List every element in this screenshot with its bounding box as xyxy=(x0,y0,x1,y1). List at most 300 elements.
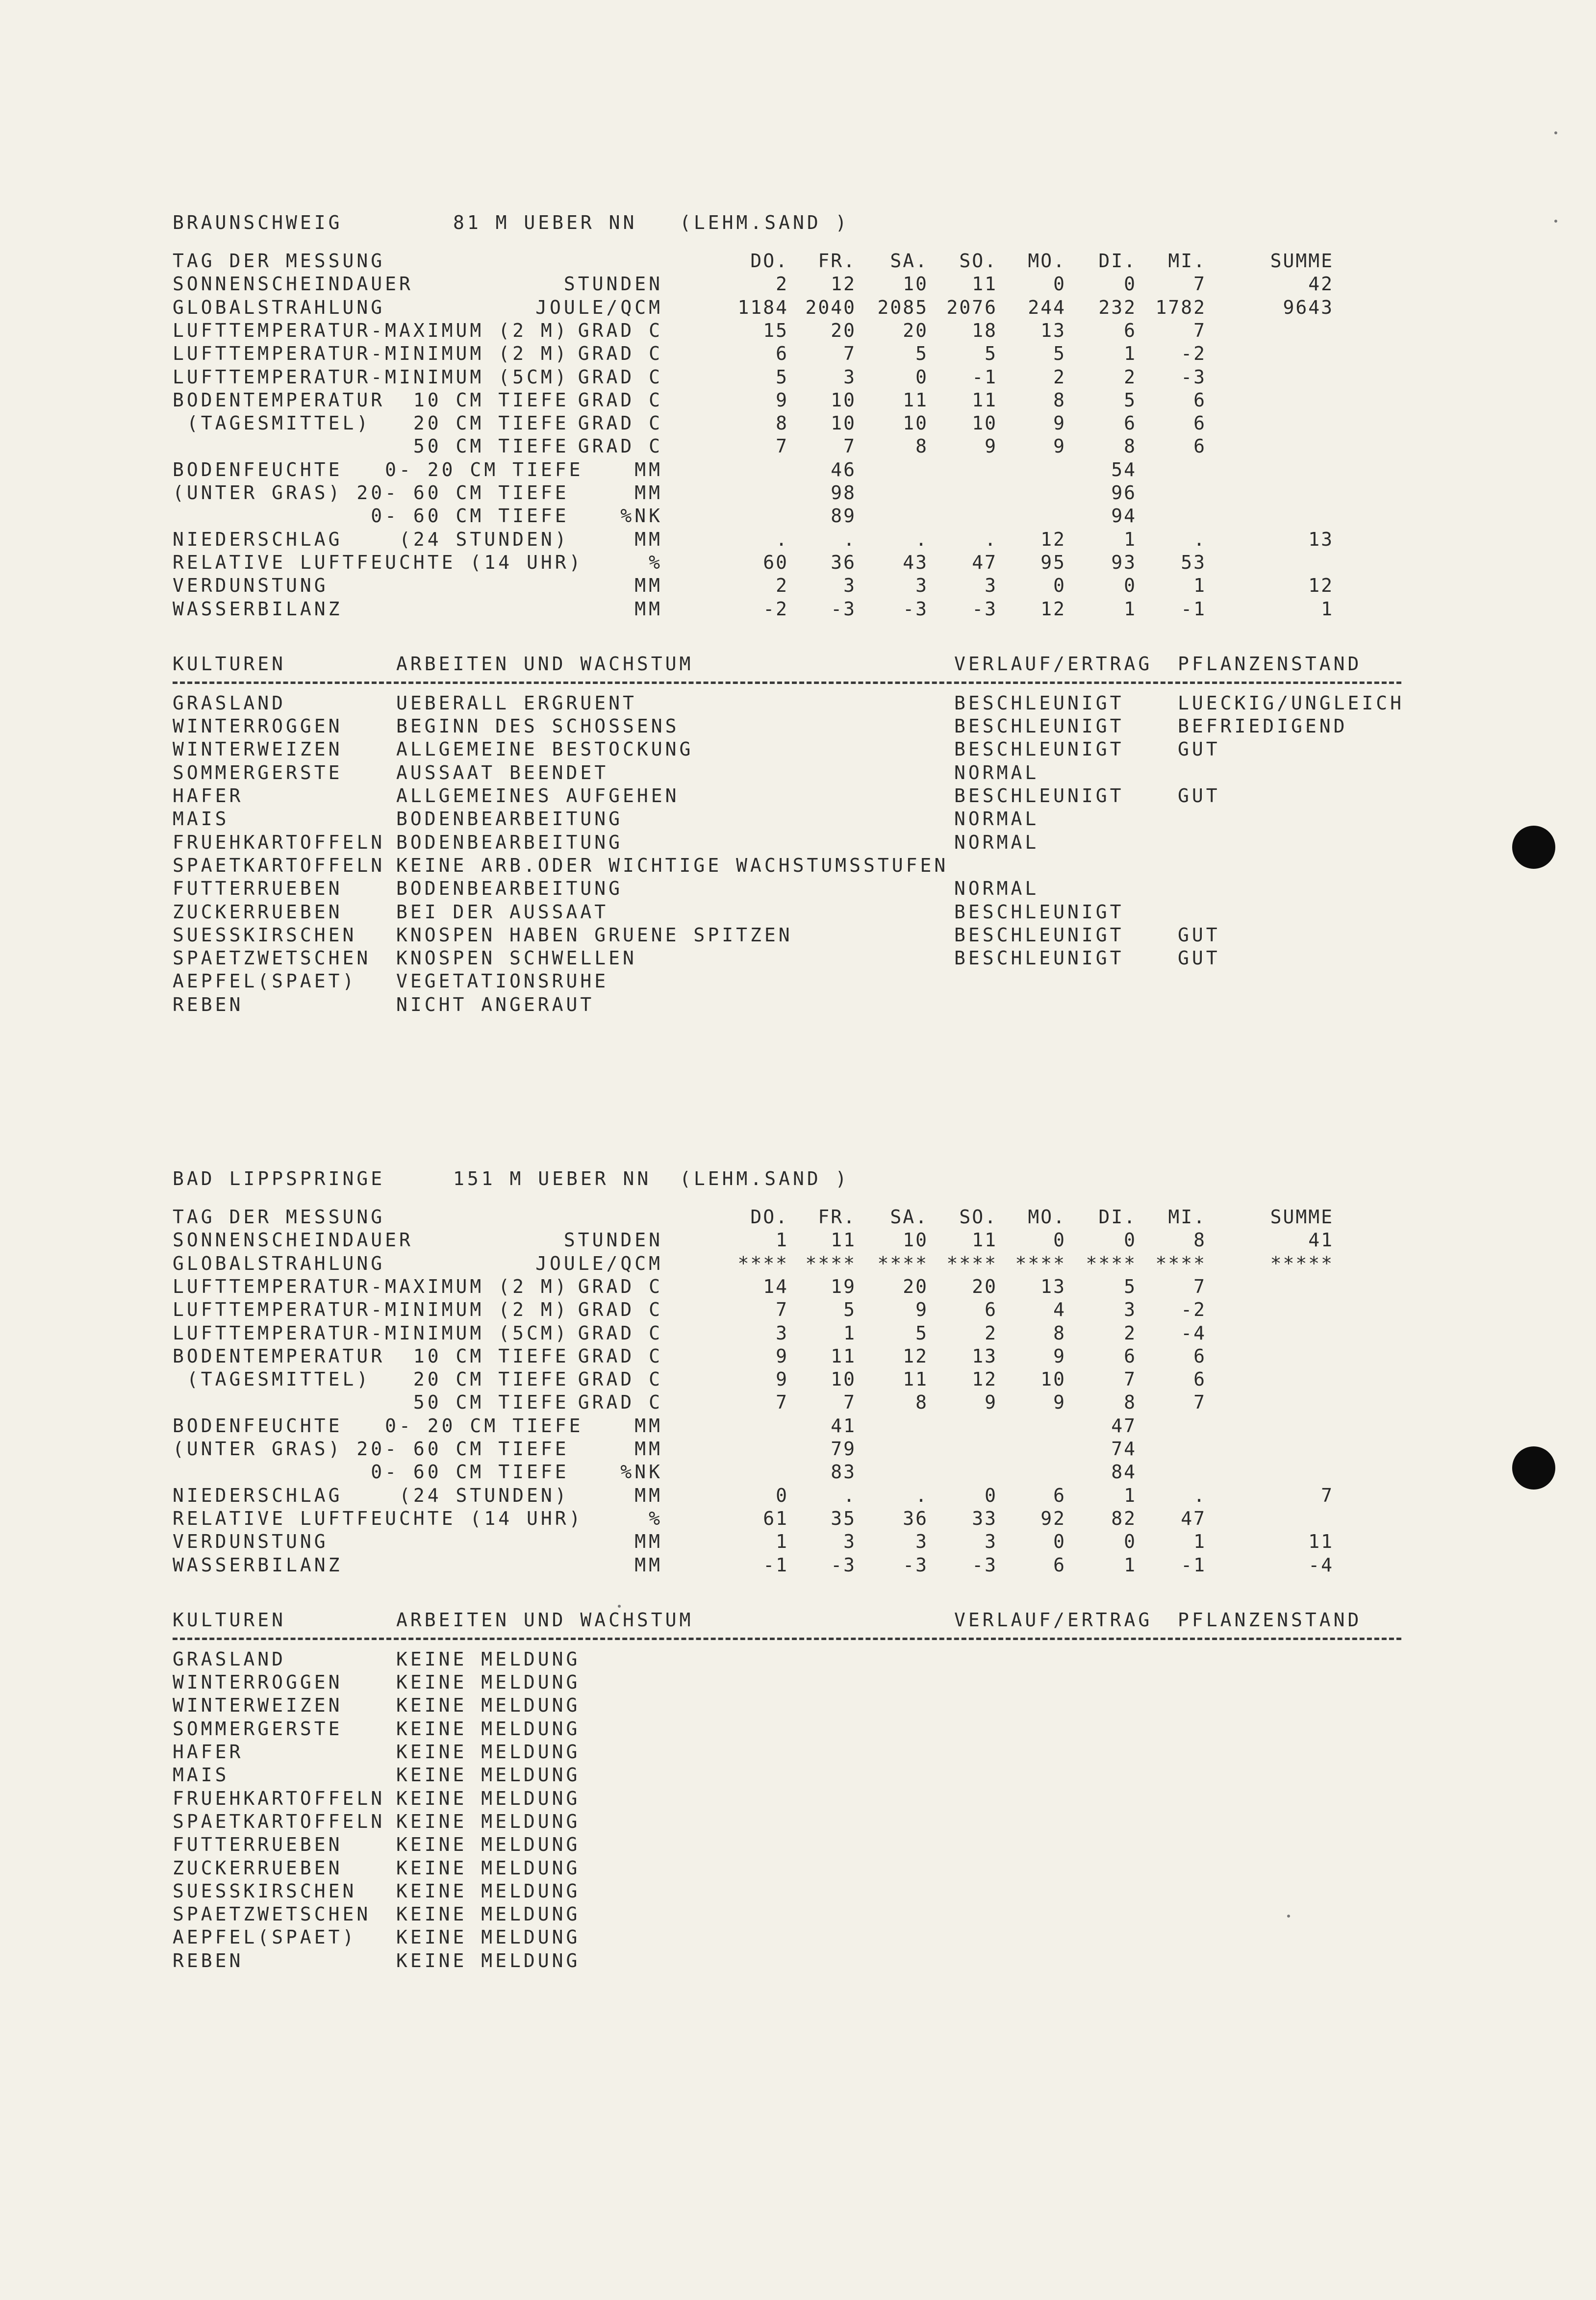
crop-work: KEINE MELDUNG xyxy=(396,1926,581,1948)
measurement-value: 2 xyxy=(1124,366,1137,388)
measurement-value: 11 xyxy=(903,1368,928,1390)
measurement-value: 83 xyxy=(831,1461,856,1483)
crop-work: KEINE MELDUNG xyxy=(396,1764,581,1786)
measurement-value: 6 xyxy=(1193,1368,1206,1390)
day-header: MI. xyxy=(1168,1206,1206,1228)
measurement-value: 10 xyxy=(831,412,856,434)
dashed-separator xyxy=(173,1638,1401,1640)
measurement-value: 8 xyxy=(1193,1229,1206,1251)
measurement-value: 9 xyxy=(1053,412,1066,434)
measurement-value: 0 xyxy=(1053,273,1066,295)
measurement-unit: MM xyxy=(634,482,663,504)
crop-work: KNOSPEN HABEN GRUENE SPITZEN xyxy=(396,924,793,946)
crop-pflanzenstand: GUT xyxy=(1178,947,1220,969)
crop-name: FUTTERRUEBEN xyxy=(173,878,343,900)
crop-work: KEINE MELDUNG xyxy=(396,1694,581,1717)
measurement-value: 10 xyxy=(903,1229,928,1251)
measurement-value: 0 xyxy=(1124,1229,1137,1251)
measurement-value: 3 xyxy=(776,1322,788,1344)
crop-verlauf: BESCHLEUNIGT xyxy=(954,692,1124,714)
measurement-value: 53 xyxy=(1181,551,1206,573)
measurement-value: 7 xyxy=(1193,319,1206,341)
measurement-value: 10 xyxy=(831,1368,856,1390)
crop-pflanzenstand: GUT xyxy=(1178,924,1220,946)
measurement-label: WASSERBILANZ xyxy=(173,598,343,620)
measurement-value: 6 xyxy=(985,1299,997,1321)
measurement-label: LUFTTEMPERATUR-MINIMUM (5CM) xyxy=(173,366,569,388)
measurement-value: 3 xyxy=(915,575,928,597)
crop-header-kulturen: KULTUREN xyxy=(173,653,286,675)
crop-name: WINTERROGGEN xyxy=(173,1671,343,1693)
measurement-label: SONNENSCHEINDAUER xyxy=(173,1229,413,1251)
measurement-value: -3 xyxy=(831,1554,856,1576)
measurement-value: 2 xyxy=(776,575,788,597)
measurement-value: 6 xyxy=(1193,435,1206,457)
measurement-value: 0 xyxy=(1053,1531,1066,1553)
day-header: MI. xyxy=(1168,250,1206,272)
measurement-value: 0 xyxy=(776,1484,788,1506)
measurement-value: -1 xyxy=(763,1554,788,1576)
measurement-value: 12 xyxy=(1040,598,1066,620)
measurement-value: 11 xyxy=(903,389,928,411)
measurement-value: 5 xyxy=(1053,343,1066,365)
paper-speck xyxy=(1287,1915,1290,1918)
measurement-value: 1 xyxy=(1193,1531,1206,1553)
measurement-value: 3 xyxy=(843,1531,856,1553)
paper-speck xyxy=(1554,131,1557,134)
measurement-value: 20 xyxy=(903,1275,928,1297)
measurement-value: 7 xyxy=(1124,1368,1137,1390)
measurement-value: 8 xyxy=(915,1391,928,1414)
measurement-unit: GRAD C xyxy=(578,1345,663,1367)
measurement-unit: GRAD C xyxy=(578,1391,663,1414)
measurement-value: -3 xyxy=(831,598,856,620)
measurement-value: -3 xyxy=(972,1554,997,1576)
crop-verlauf: NORMAL xyxy=(954,878,1039,900)
crop-verlauf: BESCHLEUNIGT xyxy=(954,947,1124,969)
measurement-label: 0- 60 CM TIEFE xyxy=(173,505,569,527)
crop-name: GRASLAND xyxy=(173,1648,286,1670)
crop-verlauf: NORMAL xyxy=(954,808,1039,830)
measurement-value: . xyxy=(843,528,856,550)
crop-name: HAFER xyxy=(173,1741,244,1763)
crop-name: WINTERWEIZEN xyxy=(173,738,343,760)
crop-work: KEINE MELDUNG xyxy=(396,1857,581,1879)
measurement-label: RELATIVE LUFTFEUCHTE (14 UHR) xyxy=(173,1507,583,1529)
crop-work: KEINE MELDUNG xyxy=(396,1648,581,1670)
measurement-value: 15 xyxy=(763,319,788,341)
measurement-value: 41 xyxy=(831,1415,856,1437)
measurement-value: 9 xyxy=(1053,1391,1066,1414)
measurement-label: VERDUNSTUNG xyxy=(173,1531,329,1553)
measurement-summe: 9643 xyxy=(1283,296,1334,318)
measurement-label: GLOBALSTRAHLUNG xyxy=(173,296,385,318)
measurement-value: -3 xyxy=(903,598,928,620)
measurement-value: 9 xyxy=(776,389,788,411)
crop-name: MAIS xyxy=(173,1764,229,1786)
crop-work: BEI DER AUSSAAT xyxy=(396,901,609,923)
summe-header: SUMME xyxy=(1270,250,1334,272)
measurement-label: WASSERBILANZ xyxy=(173,1554,343,1576)
measurement-value: 1 xyxy=(843,1322,856,1344)
measurement-value: **** xyxy=(877,1252,928,1274)
measurement-label: BODENTEMPERATUR 10 CM TIEFE xyxy=(173,1345,569,1367)
crop-work: KEINE MELDUNG xyxy=(396,1671,581,1693)
measurement-unit: STUNDEN xyxy=(563,273,663,295)
crop-name: ZUCKERRUEBEN xyxy=(173,901,343,923)
measurement-unit: GRAD C xyxy=(578,1299,663,1321)
station-soil: (LEHM.SAND ) xyxy=(680,1168,850,1189)
measurement-value: 9 xyxy=(915,1299,928,1321)
measurement-value: 9 xyxy=(1053,1345,1066,1367)
measurement-unit: JOULE/QCM xyxy=(535,1252,663,1274)
measurement-value: 94 xyxy=(1111,505,1137,527)
summe-header: SUMME xyxy=(1270,1206,1334,1228)
measurement-unit: % xyxy=(649,551,663,573)
measurement-summe xyxy=(1236,1367,1334,1391)
measurement-label: (TAGESMITTEL) 20 CM TIEFE xyxy=(173,1368,569,1390)
crop-work: KNOSPEN SCHWELLEN xyxy=(396,947,637,969)
measurement-unit: MM xyxy=(634,598,663,620)
measurement-value: -2 xyxy=(763,598,788,620)
measurement-value: 1782 xyxy=(1155,296,1206,318)
measurement-label: (UNTER GRAS) 20- 60 CM TIEFE xyxy=(173,1438,569,1460)
measurement-label: (TAGESMITTEL) 20 CM TIEFE xyxy=(173,412,569,434)
crop-name: MAIS xyxy=(173,808,229,830)
measurement-value: 98 xyxy=(831,482,856,504)
crop-name: FRUEHKARTOFFELN xyxy=(173,831,385,853)
measurement-value: 2 xyxy=(1053,366,1066,388)
measurement-unit: MM xyxy=(634,575,663,597)
day-header: FR. xyxy=(818,1206,856,1228)
measurement-value: 6 xyxy=(1124,319,1137,341)
measurement-value: 13 xyxy=(1040,319,1066,341)
measurement-summe xyxy=(1236,342,1334,365)
measurement-value: 0 xyxy=(1124,1531,1137,1553)
measurement-summe xyxy=(1236,1460,1334,1484)
measurement-value: 1 xyxy=(776,1531,788,1553)
measurement-value: 4 xyxy=(1053,1299,1066,1321)
measurement-value: 10 xyxy=(972,412,997,434)
measurement-value: 1 xyxy=(1124,598,1137,620)
measurement-value: 6 xyxy=(1193,389,1206,411)
crop-work: VEGETATIONSRUHE xyxy=(396,970,609,992)
crop-work: KEINE MELDUNG xyxy=(396,1834,581,1856)
crop-name: AEPFEL(SPAET) xyxy=(173,1926,357,1948)
measurement-unit: GRAD C xyxy=(578,319,663,341)
crop-name: REBEN xyxy=(173,993,244,1015)
measurement-value: 8 xyxy=(1053,389,1066,411)
crop-name: AEPFEL(SPAET) xyxy=(173,970,357,992)
tag-der-messung-label: TAG DER MESSUNG xyxy=(173,1206,385,1228)
measurement-value: 54 xyxy=(1111,458,1137,480)
crop-work: AUSSAAT BEENDET xyxy=(396,761,609,784)
measurement-value: 18 xyxy=(972,319,997,341)
crop-work: KEINE MELDUNG xyxy=(396,1903,581,1925)
measurement-value: 7 xyxy=(776,1299,788,1321)
measurement-label: BODENFEUCHTE 0- 20 CM TIEFE xyxy=(173,1415,583,1437)
measurement-value: **** xyxy=(1155,1252,1206,1274)
measurement-label: GLOBALSTRAHLUNG xyxy=(173,1252,385,1274)
measurement-value: 10 xyxy=(1040,1368,1066,1390)
measurement-value: 6 xyxy=(1124,412,1137,434)
measurement-value: 7 xyxy=(843,1391,856,1414)
measurement-value: 47 xyxy=(1181,1507,1206,1529)
crop-verlauf: BESCHLEUNIGT xyxy=(954,901,1124,923)
measurement-value xyxy=(1108,458,1206,481)
measurement-summe: 12 xyxy=(1308,575,1334,597)
measurement-value: 33 xyxy=(972,1507,997,1529)
measurement-label: LUFTTEMPERATUR-MINIMUM (5CM) xyxy=(173,1322,569,1344)
measurement-summe: 1 xyxy=(1321,598,1334,620)
measurement-value: 7 xyxy=(776,1391,788,1414)
measurement-value: . xyxy=(776,528,788,550)
crop-verlauf: BESCHLEUNIGT xyxy=(954,924,1124,946)
punch-hole-upper xyxy=(1512,826,1555,869)
day-header: SO. xyxy=(959,250,997,272)
measurement-summe: -4 xyxy=(1308,1554,1334,1576)
measurement-label: 50 CM TIEFE xyxy=(173,1391,569,1414)
measurement-unit: MM xyxy=(634,458,663,480)
measurement-value: 8 xyxy=(915,435,928,457)
measurement-value: 13 xyxy=(1040,1275,1066,1297)
measurement-value: 0 xyxy=(1124,575,1137,597)
measurement-value: 2076 xyxy=(946,296,997,318)
crop-name: SPAETZWETSCHEN xyxy=(173,1903,371,1925)
measurement-unit: GRAD C xyxy=(578,412,663,434)
measurement-value: 7 xyxy=(1193,1391,1206,1414)
crop-name: HAFER xyxy=(173,785,244,807)
crop-name: SOMMERGERSTE xyxy=(173,761,343,784)
measurement-summe xyxy=(1236,1275,1334,1298)
tag-der-messung-label: TAG DER MESSUNG xyxy=(173,250,385,272)
station-name: BRAUNSCHWEIG xyxy=(173,212,343,233)
crop-header-kulturen: KULTUREN xyxy=(173,1609,286,1631)
measurement-value: 2085 xyxy=(877,296,928,318)
measurement-unit: MM xyxy=(634,1531,663,1553)
measurement-value: 1 xyxy=(1124,528,1137,550)
measurement-label: SONNENSCHEINDAUER xyxy=(173,273,413,295)
measurement-value: 95 xyxy=(1040,551,1066,573)
measurement-value: 5 xyxy=(843,1299,856,1321)
measurement-summe xyxy=(1236,365,1334,389)
measurement-value: 7 xyxy=(1193,1275,1206,1297)
measurement-value: . xyxy=(915,1484,928,1506)
measurement-value: 11 xyxy=(831,1229,856,1251)
crop-work: KEINE MELDUNG xyxy=(396,1741,581,1763)
measurement-value: 0 xyxy=(915,366,928,388)
measurement-value: 96 xyxy=(1111,482,1137,504)
measurement-summe xyxy=(1236,1507,1334,1530)
crop-work: KEINE MELDUNG xyxy=(396,1949,581,1971)
measurement-value xyxy=(1108,1437,1206,1461)
measurement-value: . xyxy=(843,1484,856,1506)
measurement-value: 3 xyxy=(843,366,856,388)
measurement-value: 20 xyxy=(903,319,928,341)
measurement-value: 3 xyxy=(985,1531,997,1553)
day-header: DO. xyxy=(750,1206,788,1228)
measurement-summe: 41 xyxy=(1308,1229,1334,1251)
measurement-summe: ***** xyxy=(1270,1252,1334,1274)
crop-header-arbeiten: ARBEITEN UND WACHSTUM xyxy=(396,1609,694,1631)
crop-work: BODENBEARBEITUNG xyxy=(396,808,623,830)
measurement-label: BODENTEMPERATUR 10 CM TIEFE xyxy=(173,389,569,411)
measurement-summe xyxy=(1236,551,1334,574)
crop-work: BODENBEARBEITUNG xyxy=(396,878,623,900)
day-header: FR. xyxy=(818,250,856,272)
measurement-value: -1 xyxy=(1181,598,1206,620)
measurement-label: LUFTTEMPERATUR-MAXIMUM (2 M) xyxy=(173,319,569,341)
crop-verlauf: BESCHLEUNIGT xyxy=(954,715,1124,737)
crop-header-pflanzenstand: PFLANZENSTAND xyxy=(1178,1609,1362,1631)
measurement-value xyxy=(1108,504,1206,528)
measurement-summe xyxy=(1236,411,1334,435)
measurement-value xyxy=(1108,481,1206,505)
measurement-value: 3 xyxy=(1124,1299,1137,1321)
measurement-summe xyxy=(1236,458,1334,481)
measurement-unit: GRAD C xyxy=(578,366,663,388)
measurement-value: 9 xyxy=(1053,435,1066,457)
measurement-summe xyxy=(1236,1321,1334,1345)
measurement-value: 6 xyxy=(1053,1484,1066,1506)
measurement-value: -2 xyxy=(1181,343,1206,365)
measurement-value: 13 xyxy=(972,1345,997,1367)
measurement-value: 9 xyxy=(776,1345,788,1367)
measurement-value: 1 xyxy=(1124,1484,1137,1506)
measurement-value: -4 xyxy=(1181,1322,1206,1344)
measurement-value: 2040 xyxy=(805,296,856,318)
measurement-value: 36 xyxy=(903,1507,928,1529)
crop-header-pflanzenstand: PFLANZENSTAND xyxy=(1178,653,1362,675)
measurement-summe: 42 xyxy=(1308,273,1334,295)
station-name: BAD LIPPSPRINGE xyxy=(173,1168,385,1189)
measurement-value: 6 xyxy=(776,343,788,365)
day-header: DI. xyxy=(1098,1206,1137,1228)
measurement-unit: MM xyxy=(634,528,663,550)
crop-name: FUTTERRUEBEN xyxy=(173,1834,343,1856)
measurement-value: -3 xyxy=(903,1554,928,1576)
measurement-value: 1184 xyxy=(737,296,788,318)
measurement-value: 10 xyxy=(903,273,928,295)
measurement-value xyxy=(1108,1414,1206,1438)
measurement-value: 11 xyxy=(972,389,997,411)
measurement-summe xyxy=(1236,1437,1334,1461)
measurement-value: -3 xyxy=(972,598,997,620)
measurement-value: 10 xyxy=(831,389,856,411)
measurement-unit: GRAD C xyxy=(578,1368,663,1390)
measurement-summe: 13 xyxy=(1308,528,1334,550)
dashed-separator xyxy=(173,682,1401,684)
measurement-value: 6 xyxy=(1193,412,1206,434)
measurement-value: 7 xyxy=(1193,273,1206,295)
crop-pflanzenstand: LUECKIG/UNGLEICH xyxy=(1178,692,1405,714)
crop-pflanzenstand: GUT xyxy=(1178,785,1220,807)
measurement-summe xyxy=(1236,319,1334,342)
crop-name: SPAETKARTOFFELN xyxy=(173,854,385,876)
measurement-summe xyxy=(1236,504,1334,528)
measurement-value: 79 xyxy=(831,1438,856,1460)
day-header: SO. xyxy=(959,1206,997,1228)
measurement-value: **** xyxy=(737,1252,788,1274)
measurement-value: 0 xyxy=(1053,1229,1066,1251)
measurement-value: 7 xyxy=(843,343,856,365)
crop-name: SUESSKIRSCHEN xyxy=(173,924,357,946)
measurement-unit: % xyxy=(649,1507,663,1529)
measurement-label: LUFTTEMPERATUR-MINIMUM (2 M) xyxy=(173,343,569,365)
station-elevation: 151 M UEBER NN xyxy=(453,1168,652,1189)
measurement-value: 35 xyxy=(831,1507,856,1529)
measurement-value: . xyxy=(985,528,997,550)
measurement-unit: GRAD C xyxy=(578,1322,663,1344)
measurement-summe: 11 xyxy=(1308,1531,1334,1553)
day-header: MO. xyxy=(1028,1206,1066,1228)
measurement-value: 12 xyxy=(972,1368,997,1390)
measurement-value: 8 xyxy=(1053,1322,1066,1344)
measurement-unit: MM xyxy=(634,1484,663,1506)
measurement-value: 20 xyxy=(972,1275,997,1297)
measurement-value: 2 xyxy=(776,273,788,295)
measurement-unit: %NK xyxy=(620,1461,663,1483)
measurement-value: 19 xyxy=(831,1275,856,1297)
measurement-value: 244 xyxy=(1028,296,1066,318)
measurement-unit: %NK xyxy=(620,505,663,527)
crop-pflanzenstand: GUT xyxy=(1178,738,1220,760)
crop-verlauf: NORMAL xyxy=(954,761,1039,784)
measurement-value: **** xyxy=(1086,1252,1137,1274)
measurement-summe xyxy=(1236,1298,1334,1321)
measurement-value: 1 xyxy=(776,1229,788,1251)
measurement-value: **** xyxy=(1015,1252,1066,1274)
crop-name: SOMMERGERSTE xyxy=(173,1718,343,1740)
measurement-label: VERDUNSTUNG xyxy=(173,575,329,597)
measurement-unit: JOULE/QCM xyxy=(535,296,663,318)
measurement-label: RELATIVE LUFTFEUCHTE (14 UHR) xyxy=(173,551,583,573)
measurement-value: 2 xyxy=(1124,1322,1137,1344)
crop-name: SPAETZWETSCHEN xyxy=(173,947,371,969)
measurement-value xyxy=(1108,1460,1206,1484)
measurement-value: 9 xyxy=(985,435,997,457)
measurement-value: 5 xyxy=(1124,1275,1137,1297)
crop-name: WINTERWEIZEN xyxy=(173,1694,343,1717)
measurement-value: -1 xyxy=(1181,1554,1206,1576)
measurement-value: 0 xyxy=(985,1484,997,1506)
measurement-label: 50 CM TIEFE xyxy=(173,435,569,457)
measurement-summe xyxy=(1236,1344,1334,1368)
paper-speck xyxy=(1554,220,1557,223)
measurement-value: 12 xyxy=(1040,528,1066,550)
crop-header-verlauf: VERLAUF/ERTRAG xyxy=(954,653,1153,675)
measurement-label: LUFTTEMPERATUR-MINIMUM (2 M) xyxy=(173,1299,569,1321)
measurement-value: **** xyxy=(946,1252,997,1274)
crop-work: ALLGEMEINE BESTOCKUNG xyxy=(396,738,694,760)
measurement-value: 5 xyxy=(985,343,997,365)
day-header: DO. xyxy=(750,250,788,272)
measurement-value: 61 xyxy=(763,1507,788,1529)
measurement-unit: MM xyxy=(634,1415,663,1437)
crop-work: UEBERALL ERGRUENT xyxy=(396,692,637,714)
crop-header-arbeiten: ARBEITEN UND WACHSTUM xyxy=(396,653,694,675)
measurement-value: 3 xyxy=(985,575,997,597)
measurement-value: 47 xyxy=(972,551,997,573)
measurement-unit: MM xyxy=(634,1554,663,1576)
measurement-value: 74 xyxy=(1111,1438,1137,1460)
measurement-value: -3 xyxy=(1181,366,1206,388)
measurement-value: 10 xyxy=(903,412,928,434)
measurement-value: 5 xyxy=(776,366,788,388)
measurement-value: 43 xyxy=(903,551,928,573)
measurement-unit: STUNDEN xyxy=(563,1229,663,1251)
punch-hole-lower xyxy=(1512,1446,1555,1490)
